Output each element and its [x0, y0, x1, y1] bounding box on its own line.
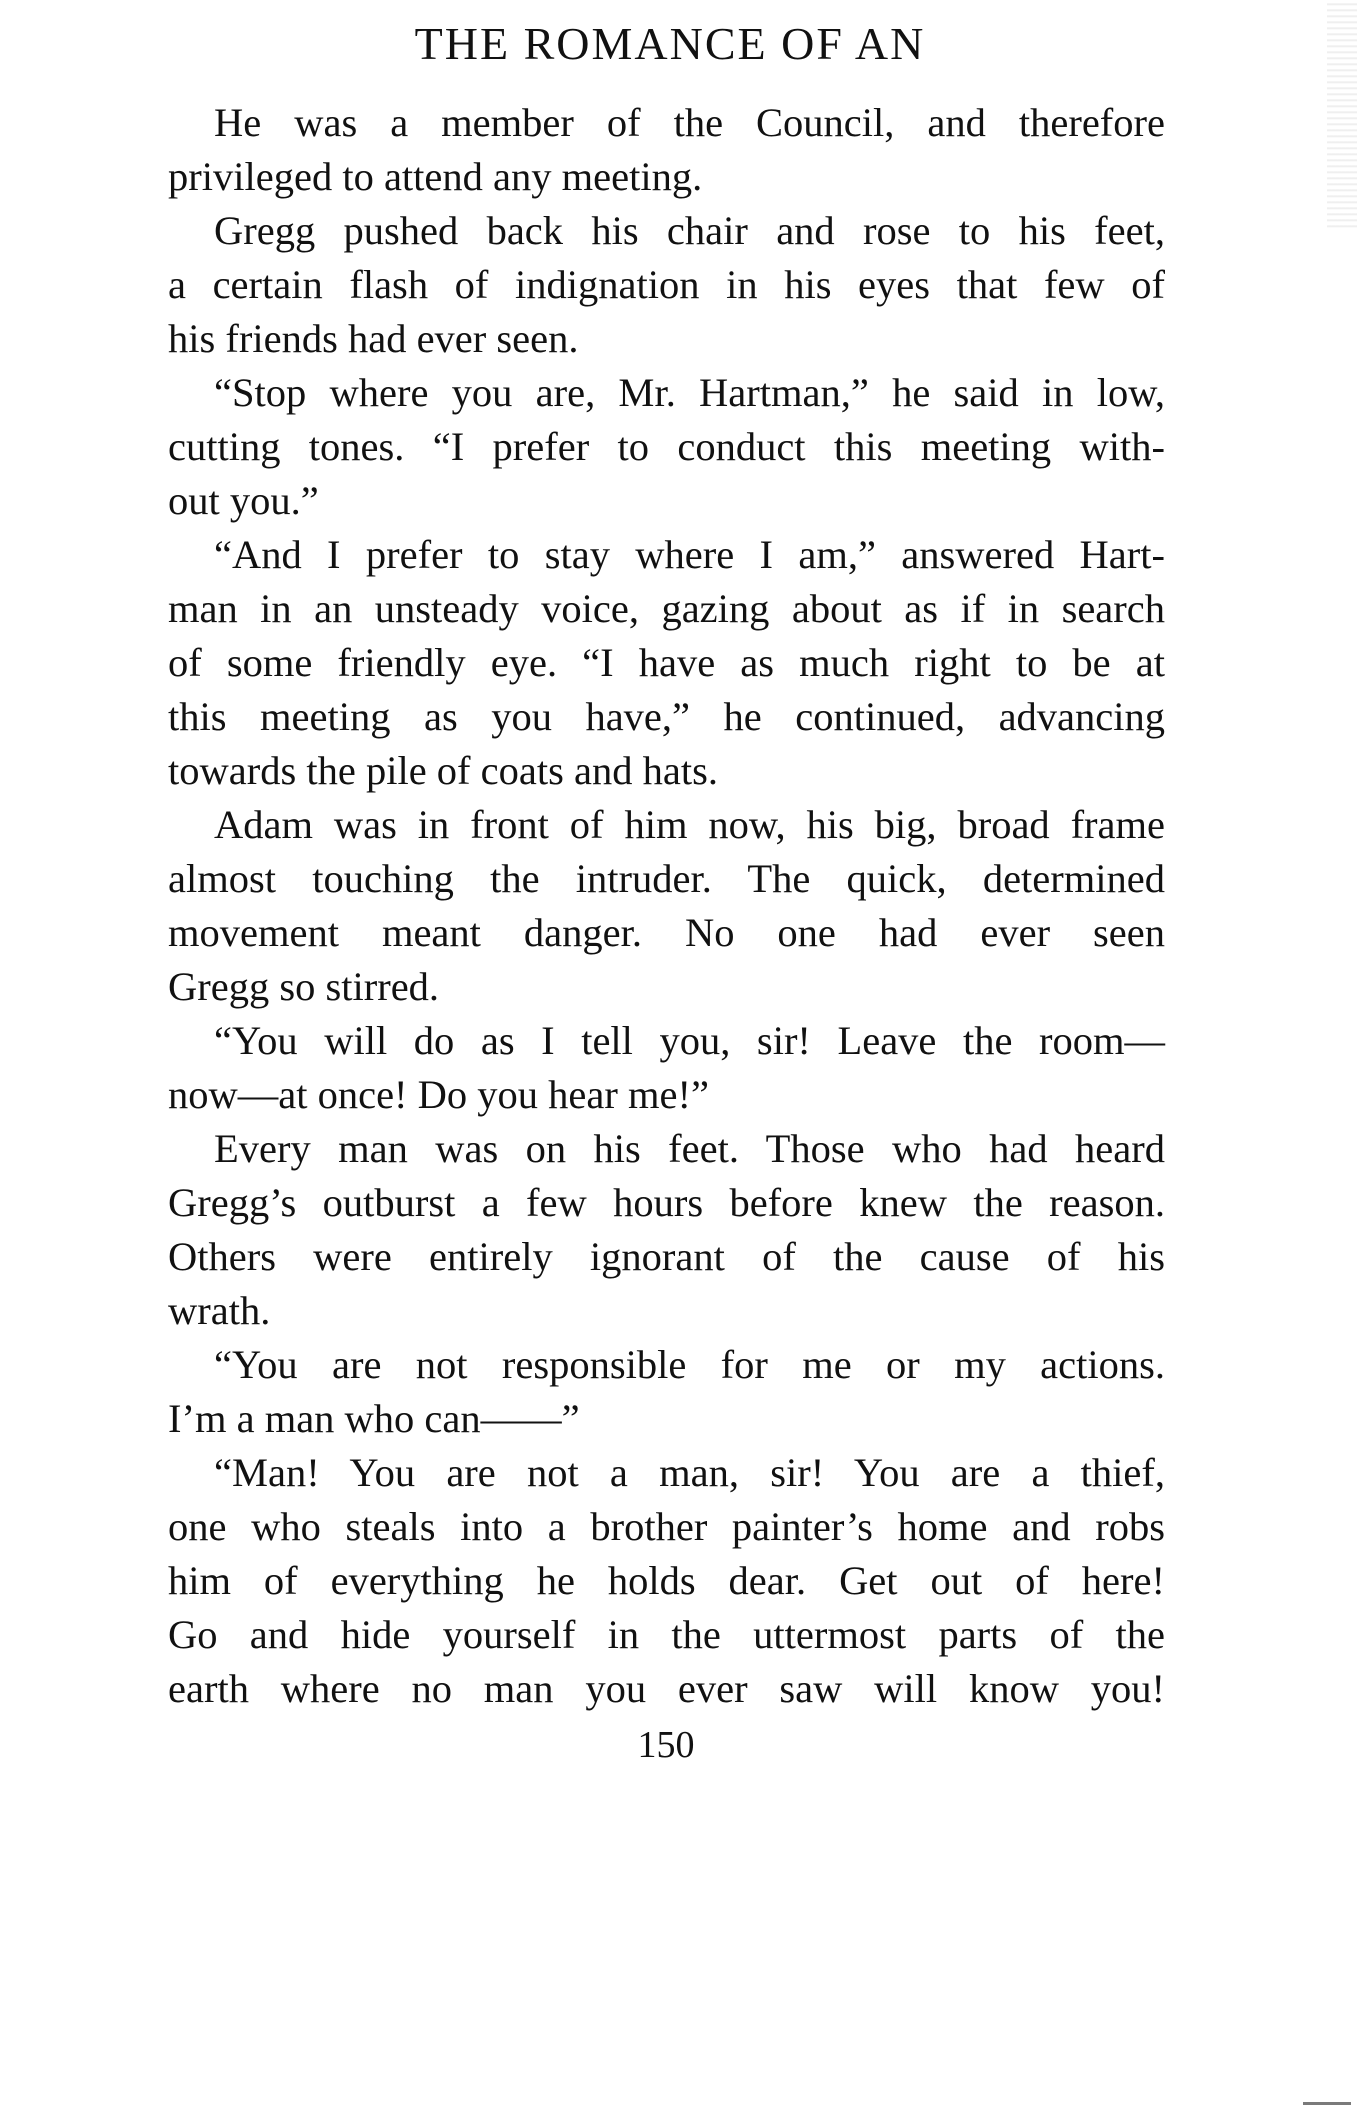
text-line: towards the pile of coats and hats.: [168, 748, 718, 793]
text-line: Gregg so stirred.: [168, 964, 440, 1009]
text-line: this meeting as you have,” he continued, advancing: [168, 694, 1165, 739]
text-line: out you.”: [168, 478, 319, 523]
text-line: Gregg pushed back his chair and rose to his feet,: [214, 208, 1165, 253]
text-line: “Stop where you are, Mr. Hartman,” he said in low,: [214, 370, 1165, 415]
text-line: now—at once! Do you hear me!”: [168, 1072, 709, 1117]
text-line: movement meant danger. No one had ever seen: [168, 910, 1165, 955]
text-line: cutting tones. “I prefer to conduct this meeting with-: [168, 424, 1165, 469]
text-line: “And I prefer to stay where I am,” answered Hart-: [214, 532, 1165, 577]
body-text: [168, 96, 1165, 1716]
text-line: almost touching the intruder. The quick, determined: [168, 856, 1165, 901]
text-line: He was a member of the Council, and therefore: [214, 100, 1165, 145]
text-line: a certain flash of indignation in his eyes that few of: [168, 262, 1165, 307]
text-line: privileged to attend any meeting.: [168, 154, 703, 199]
text-line: Gregg’s outburst a few hours before knew the reason.: [168, 1180, 1165, 1225]
text-line: “Man! You are not a man, sir! You are a thief,: [214, 1450, 1165, 1495]
text-line: “You are not responsible for me or my actions.: [214, 1342, 1165, 1387]
page-number: 150: [637, 1724, 695, 1766]
text-line: earth where no man you ever saw will know you!: [168, 1666, 1165, 1711]
text-line: Go and hide yourself in the uttermost parts of the: [168, 1612, 1165, 1657]
text-line: I’m a man who can——”: [168, 1396, 580, 1441]
running-title: THE ROMANCE OF AN: [414, 18, 926, 69]
scan-mark-artifact: [1303, 2102, 1351, 2105]
text-line: Adam was in front of him now, his big, broad frame: [214, 802, 1165, 847]
text-line: “You will do as I tell you, sir! Leave the room—: [214, 1018, 1165, 1063]
text-line: man in an unsteady voice, gazing about as if in search: [168, 586, 1165, 631]
text-line: Every man was on his feet. Those who had heard: [214, 1126, 1165, 1171]
text-line: him of everything he holds dear. Get out of here!: [168, 1558, 1165, 1603]
text-line: wrath.: [168, 1288, 271, 1333]
text-line: his friends had ever seen.: [168, 316, 579, 361]
text-line: Others were entirely ignorant of the cause of his: [168, 1234, 1165, 1279]
text-line: of some friendly eye. “I have as much right to be at: [168, 640, 1165, 685]
text-line: one who steals into a brother painter’s home and robs: [168, 1504, 1165, 1549]
